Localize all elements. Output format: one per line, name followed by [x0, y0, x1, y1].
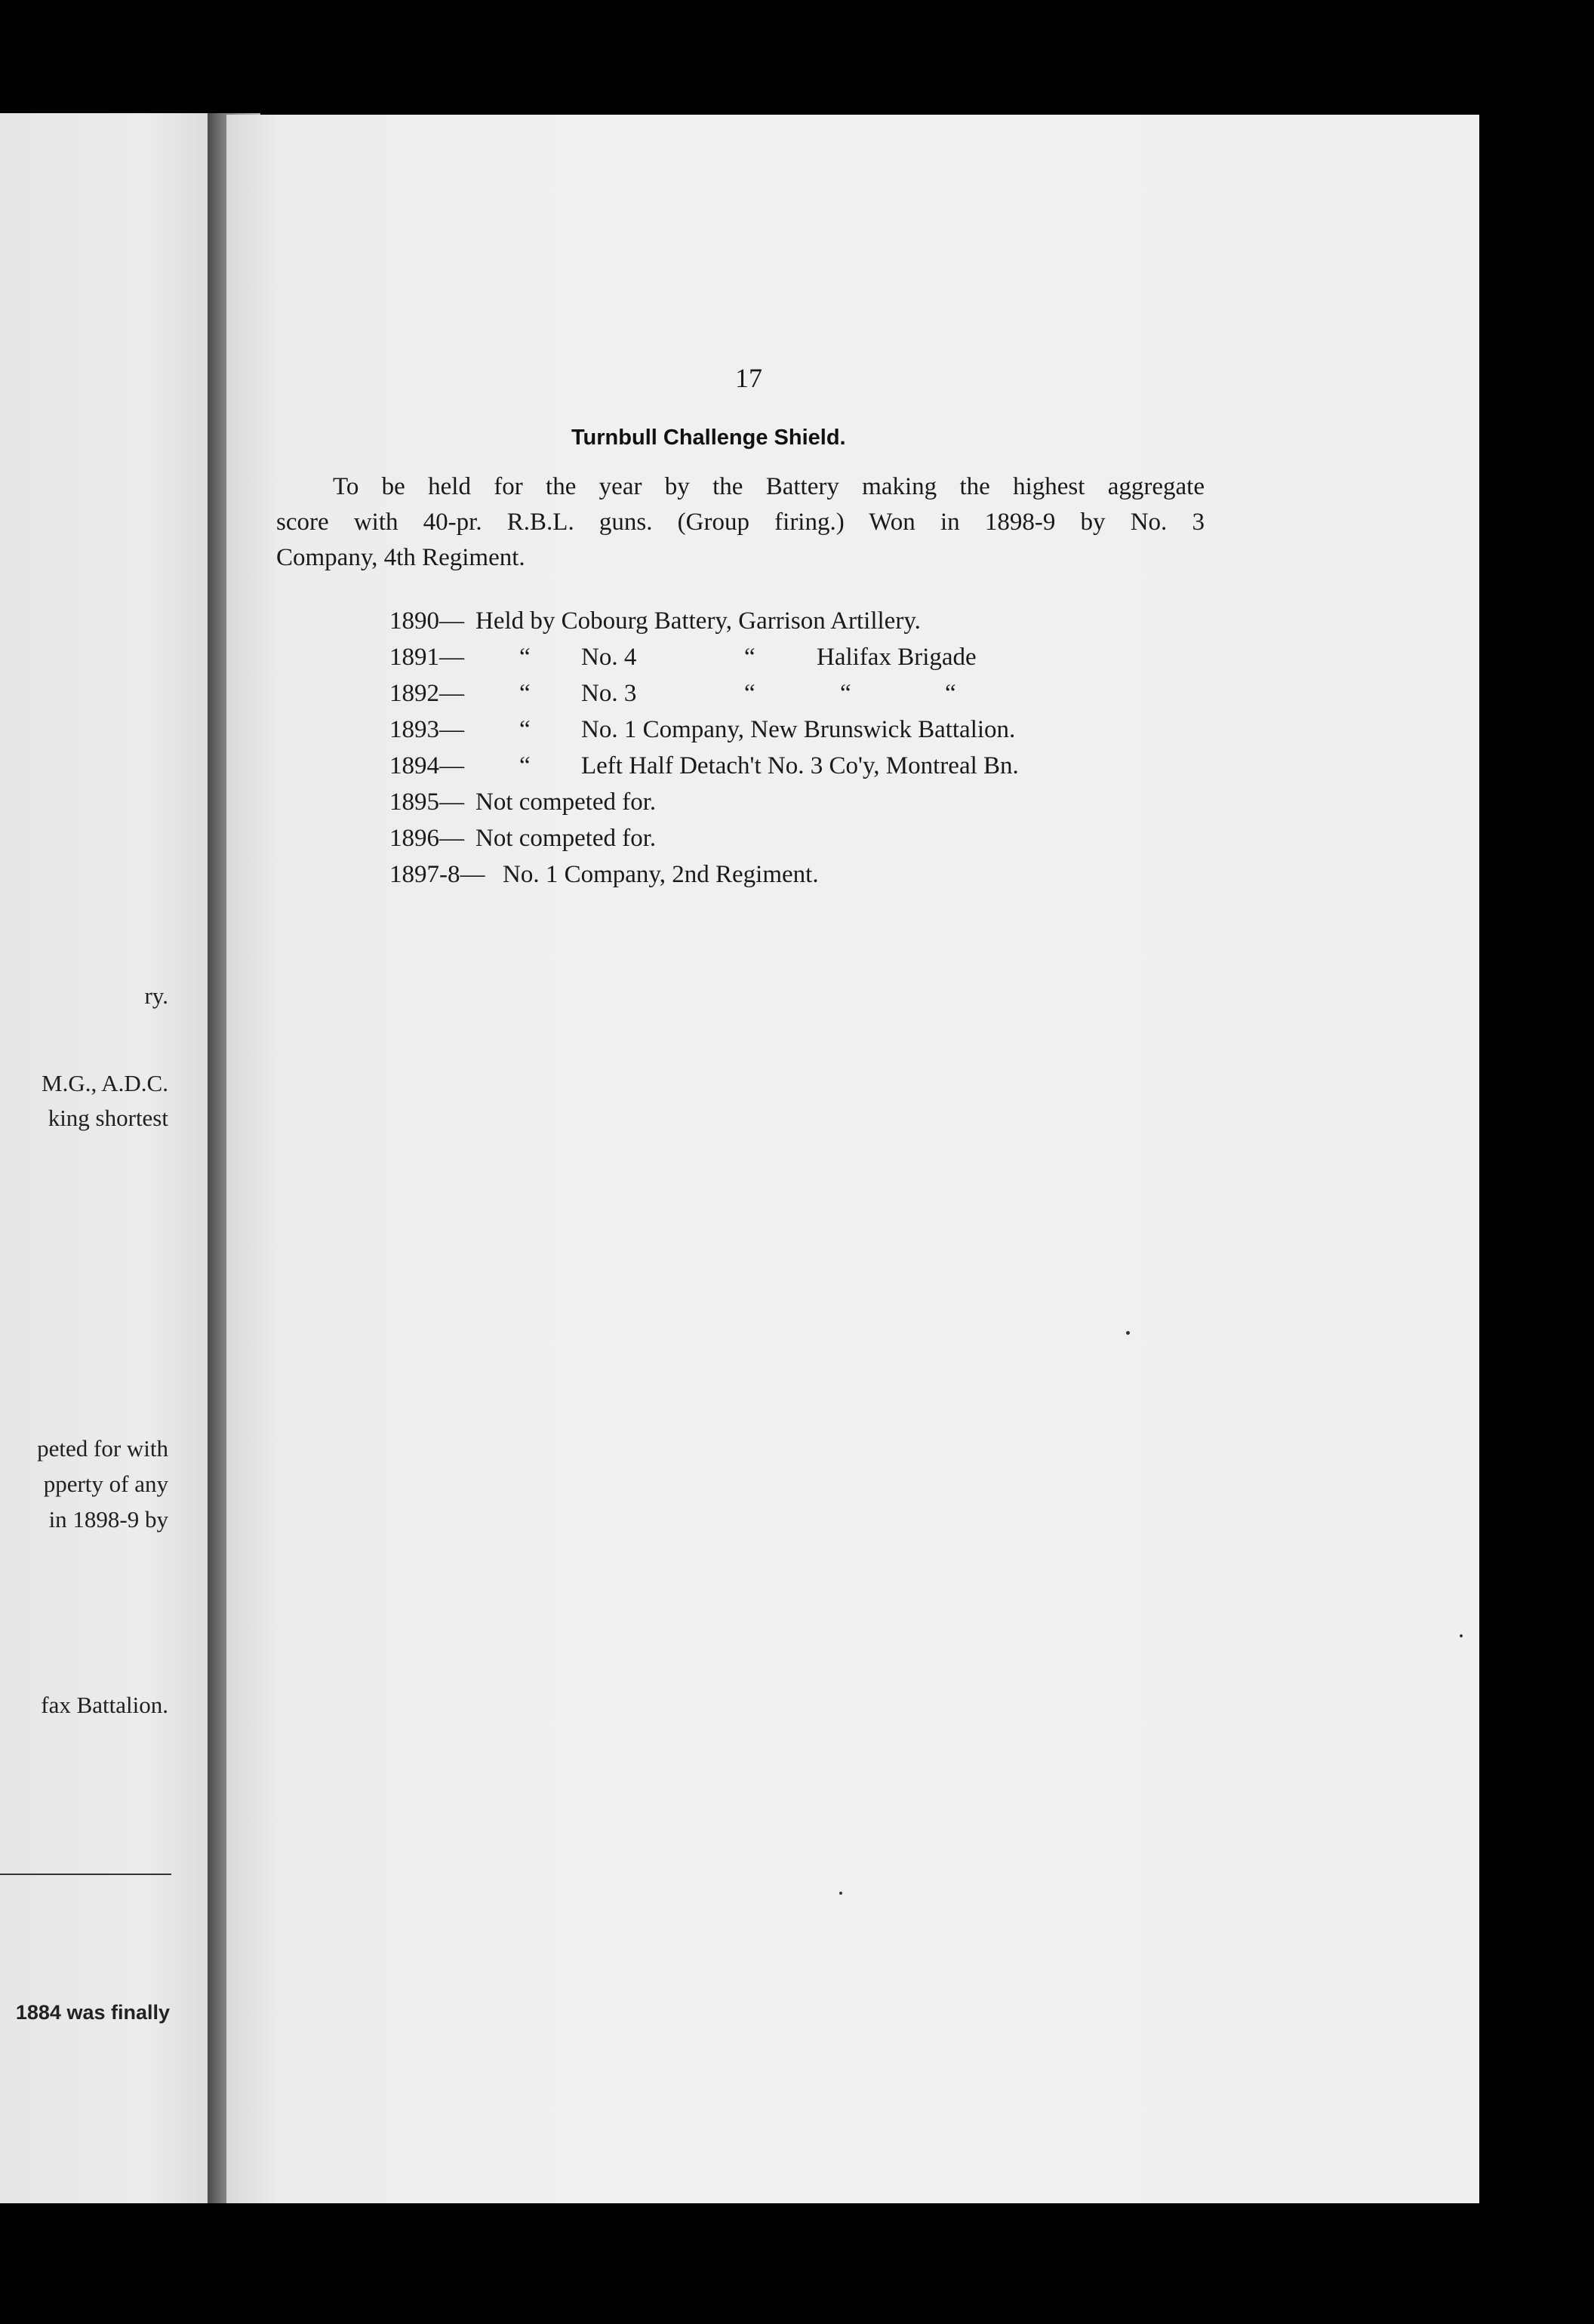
paper-speck	[839, 1892, 842, 1895]
ditto-mark: “	[945, 680, 956, 707]
paper-speck	[1126, 1331, 1130, 1335]
left-page-line: peted for with	[37, 1435, 168, 1462]
left-page-line: ry.	[144, 982, 168, 1009]
record-year: 1897-8—	[389, 861, 485, 888]
record-text: Held by Cobourg Battery, Garrison Artillery.	[475, 607, 921, 635]
record-unit: No. 1 Company, New Brunswick Battalion.	[581, 716, 1016, 743]
left-page-line: in 1898-9 by	[48, 1506, 168, 1532]
record-text: No. 1 Company, 2nd Regiment.	[503, 861, 819, 888]
section-paragraph	[276, 469, 1205, 576]
left-page-line: M.G., A.D.C.	[42, 1070, 168, 1096]
record-text: Not competed for.	[475, 788, 657, 816]
ditto-mark: “	[840, 680, 851, 707]
paragraph-line: Company, 4th Regiment.	[276, 544, 525, 571]
paper-speck	[1460, 1634, 1463, 1637]
footnote-rule	[0, 1874, 171, 1875]
left-page-line: pperty of any	[43, 1471, 168, 1497]
facing-page-left	[0, 113, 208, 2203]
paragraph-line: score with 40-pr. R.B.L. guns. (Group firing.) Won in 1898-9 by No. 3	[276, 509, 1205, 536]
left-page-line: fax Battalion.	[41, 1692, 168, 1718]
left-page-footnote: 1884 was finally	[15, 2001, 170, 2024]
ditto-mark: “	[519, 716, 531, 743]
record-year: 1895—	[389, 788, 464, 816]
record-year: 1890—	[389, 607, 464, 635]
page-main	[226, 115, 1479, 2203]
left-page-line: king shortest	[48, 1105, 168, 1131]
record-year: 1891—	[389, 644, 464, 671]
record-unit: Left Half Detach't No. 3 Co'y, Montreal Bn.	[581, 752, 1019, 779]
record-brigade: Halifax Brigade	[817, 644, 977, 671]
ditto-mark: “	[744, 644, 755, 671]
ditto-mark: “	[744, 680, 755, 707]
record-year: 1896—	[389, 825, 464, 852]
ditto-mark: “	[519, 680, 531, 707]
record-text: Not competed for.	[475, 825, 657, 852]
record-unit: No. 4	[581, 644, 637, 671]
page-number: 17	[735, 363, 762, 393]
record-year: 1894—	[389, 752, 464, 779]
ditto-mark: “	[519, 644, 531, 671]
record-year: 1893—	[389, 716, 464, 743]
section-heading: Turnbull Challenge Shield.	[571, 426, 846, 450]
paragraph-line: To be held for the year by the Battery making the highest aggregate	[333, 473, 1205, 500]
record-unit: No. 3	[581, 680, 637, 707]
ditto-mark: “	[519, 752, 531, 779]
record-year: 1892—	[389, 680, 464, 707]
